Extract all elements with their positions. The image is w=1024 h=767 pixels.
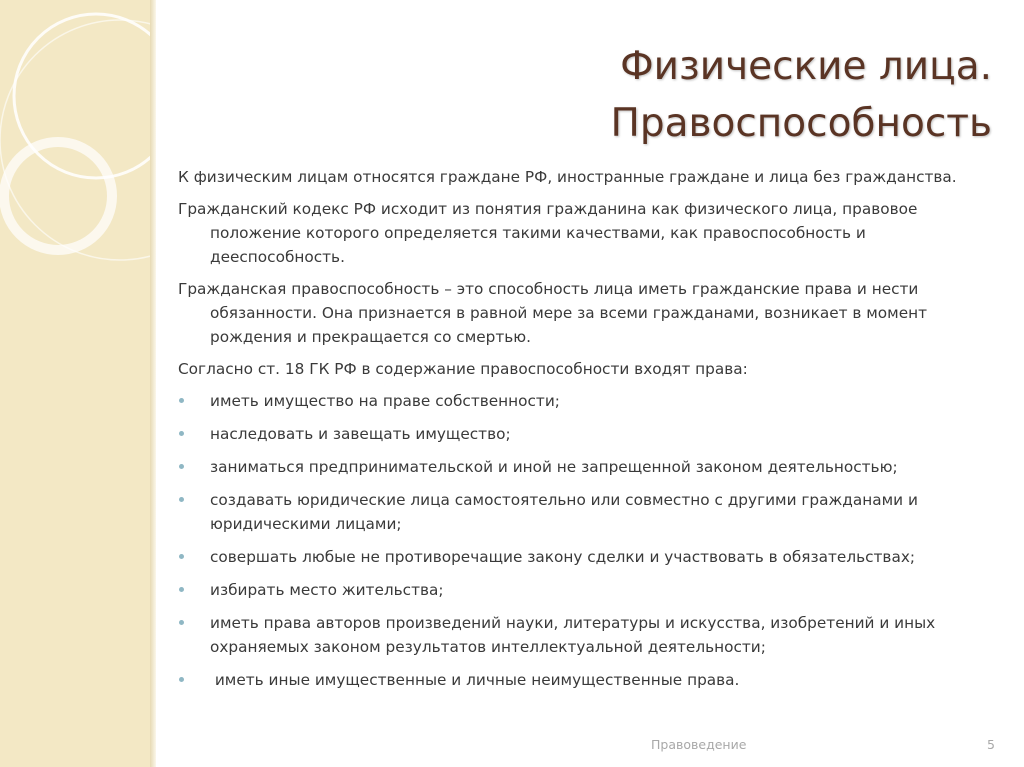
list-item: [178, 611, 978, 659]
list-item: [178, 545, 978, 569]
paragraph-legal-capacity: Гражданская правоспособность – это способность лица иметь гражданские права и нести обязанности. Она признается в равной мере за всеми гражданами, возникает в момент рождения и прекращается со смертью.: [178, 280, 928, 346]
list-item-text: совершать любые не противоречащие закону сделки и участвовать в обязательствах;: [210, 548, 916, 566]
list-item: [178, 488, 978, 536]
decorative-circles: [0, 0, 150, 767]
bullet-icon: [179, 464, 184, 469]
bullet-icon: [179, 431, 184, 436]
decorative-side-band: [0, 0, 150, 767]
rights-list: [178, 389, 978, 692]
bullet-icon: [179, 497, 184, 502]
list-item-text: иметь права авторов произведений науки, литературы и искусства, изобретений и иных охраняемых законом результатов интеллектуальной деятельности;: [210, 614, 936, 656]
list-item: [178, 389, 978, 413]
list-item-text: заниматься предпринимательской и иной не запрещенной законом деятельностью;: [210, 458, 898, 476]
slide-title: [272, 38, 992, 152]
list-item-text: создавать юридические лица самостоятельно или совместно с другими гражданами и юридическими лицами;: [210, 491, 918, 533]
list-item-text: иметь имущество на праве собственности;: [210, 392, 560, 410]
paragraph-article-18: Согласно ст. 18 ГК РФ в содержание правоспособности входят права:: [178, 360, 748, 378]
list-item: [178, 455, 978, 479]
bullet-icon: [179, 677, 184, 682]
bullet-icon: [179, 554, 184, 559]
list-item-text: иметь иные имущественные и личные неимущественные права.: [210, 671, 740, 689]
bullet-icon: [179, 620, 184, 625]
bullet-icon: [179, 398, 184, 403]
title-line-1: Физические лица.: [620, 44, 992, 89]
list-item: [178, 668, 978, 692]
list-item: [178, 422, 978, 446]
title-line-2: Правоспособность: [610, 101, 992, 146]
bullet-icon: [179, 587, 184, 592]
paragraph-civil-code: Гражданский кодекс РФ исходит из понятия гражданина как физического лица, правовое положение которого определяется такими качествами, как правоспособность и дееспособность.: [178, 200, 918, 266]
page-number: 5: [987, 737, 995, 752]
list-item-text: избирать место жительства;: [210, 581, 444, 599]
side-band-edge: [150, 0, 156, 767]
list-item: [178, 578, 978, 602]
slide-body: [178, 165, 978, 701]
list-item-text: наследовать и завещать имущество;: [210, 425, 511, 443]
footer-text: Правоведение: [651, 737, 747, 752]
paragraph-citizens: К физическим лицам относятся граждане РФ, иностранные граждане и лица без гражданства.: [178, 168, 957, 186]
